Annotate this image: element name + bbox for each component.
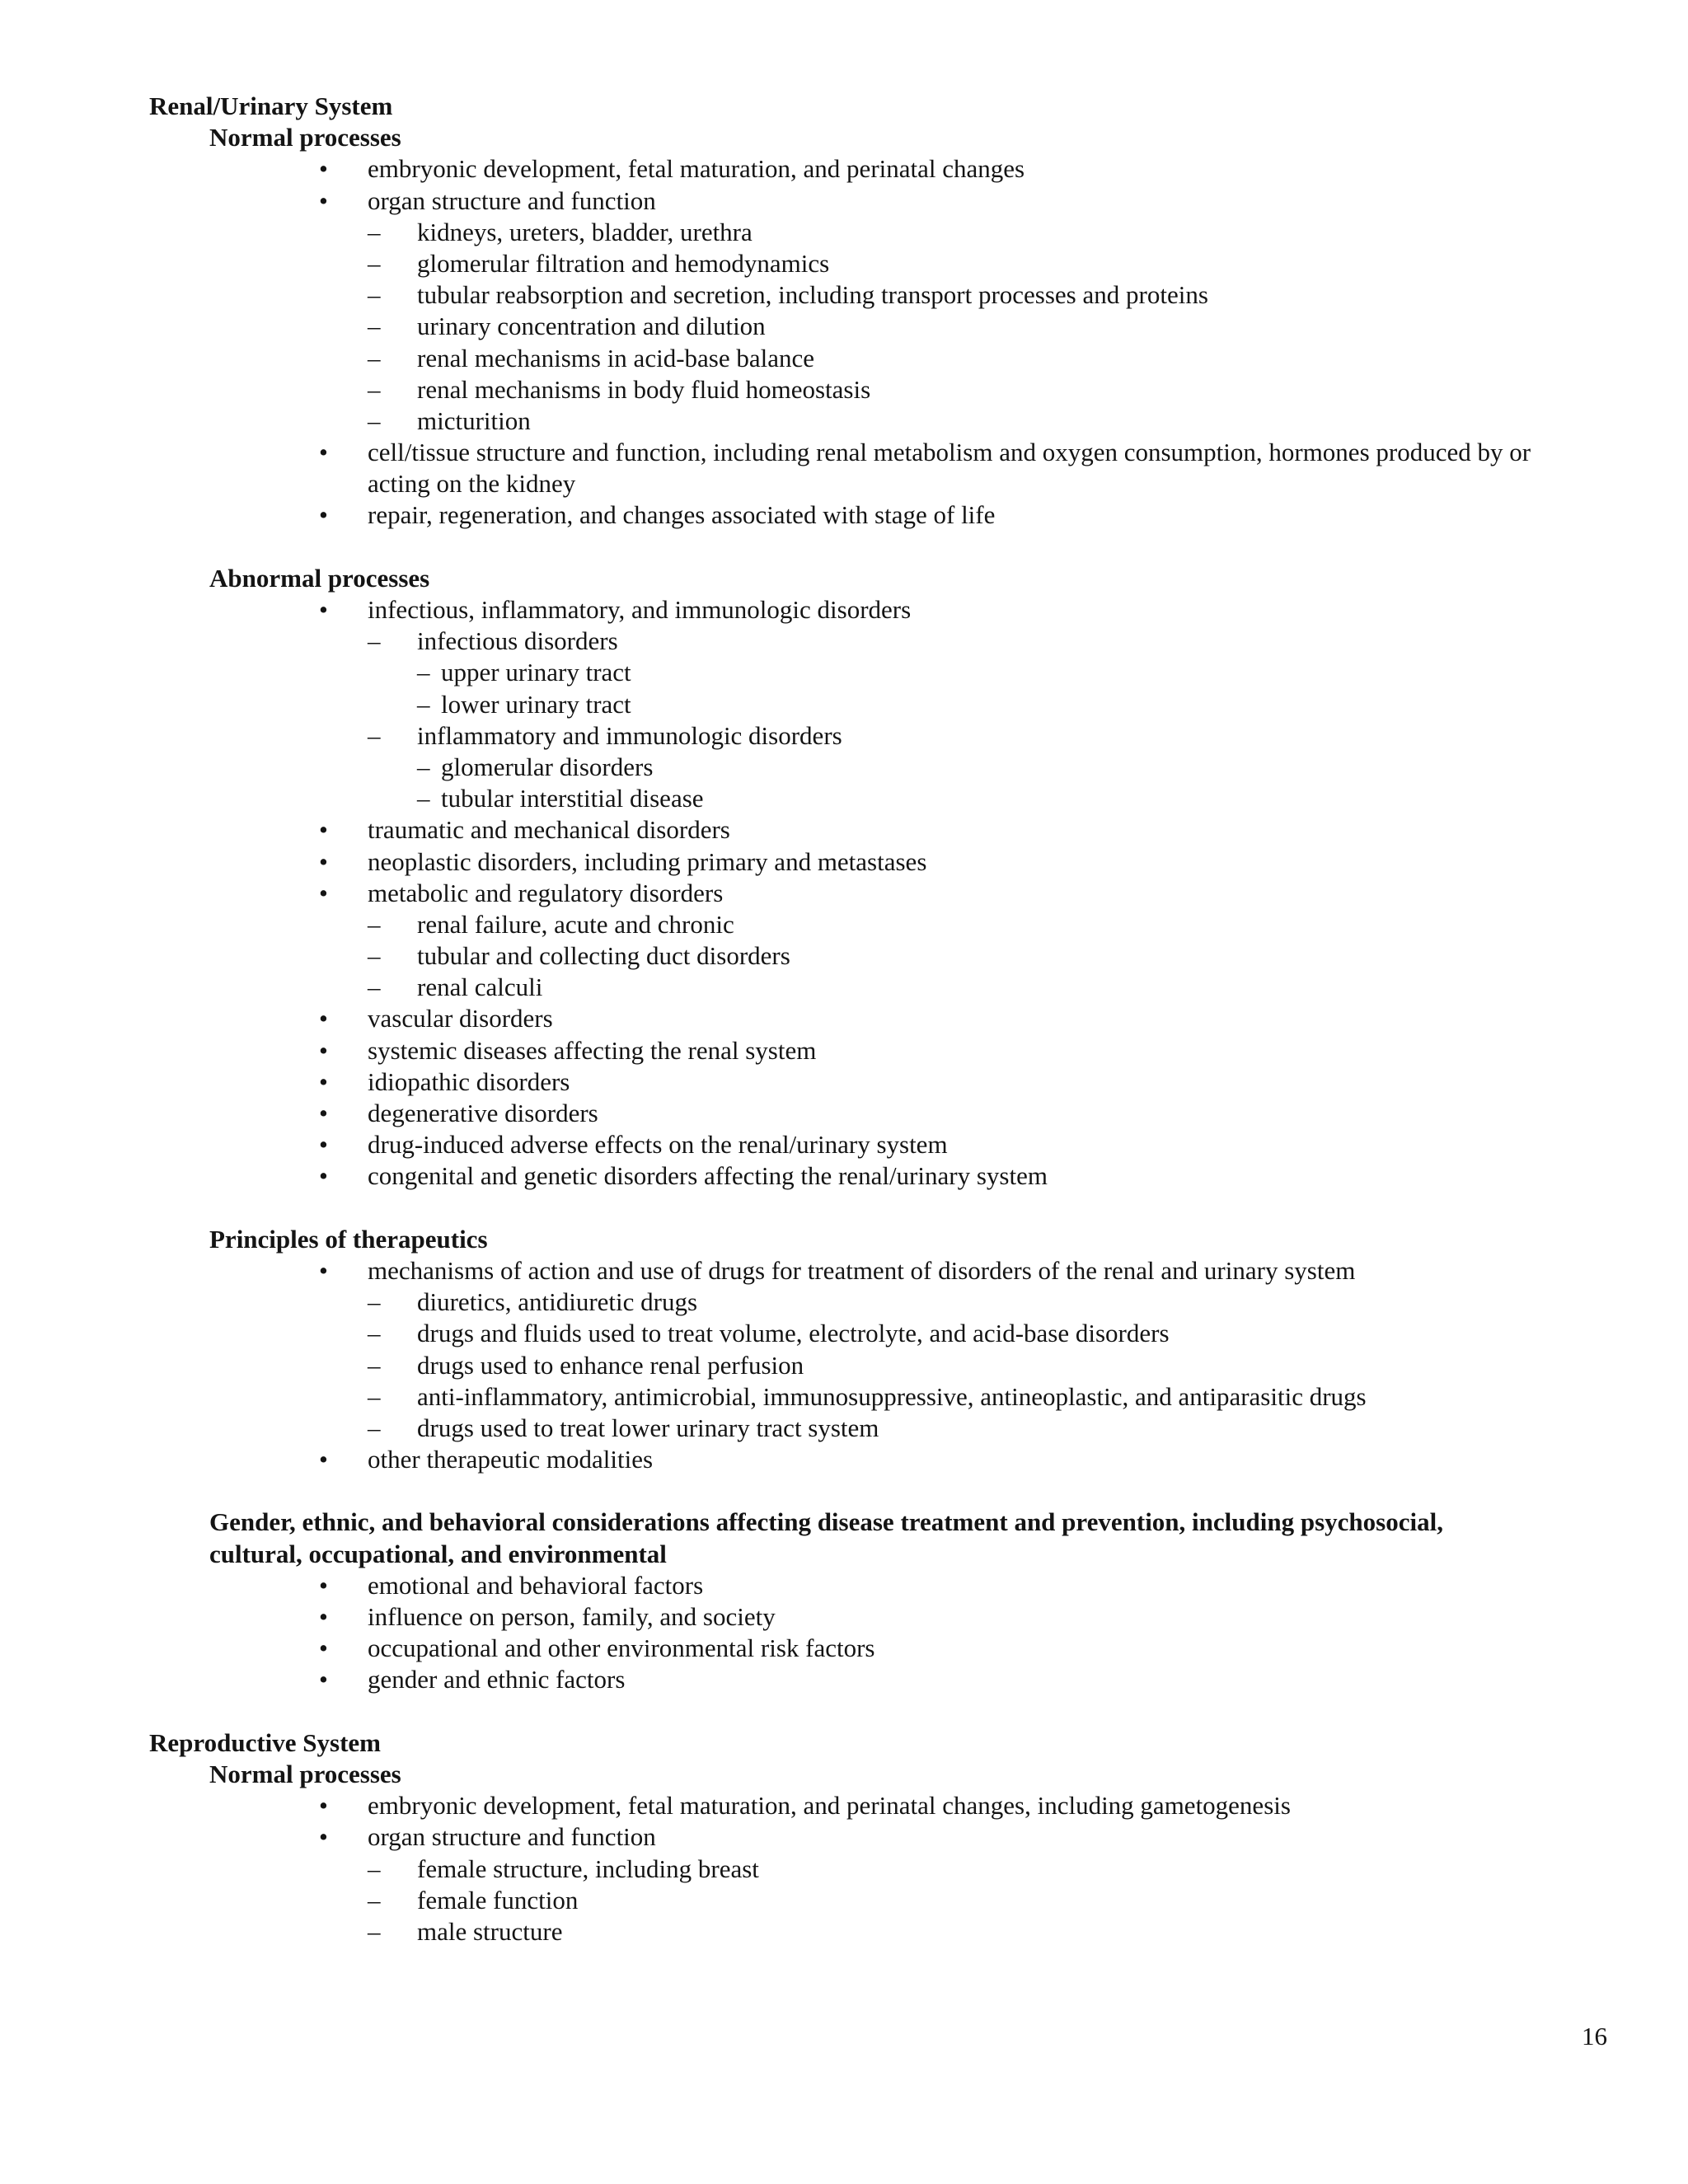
item-text: emotional and behavioral factors <box>368 1570 704 1600</box>
bullet-item <box>149 878 1567 909</box>
section-heading <box>149 1507 1567 1569</box>
dash-marker: – <box>368 1287 381 1317</box>
item-text: vascular disorders <box>368 1004 553 1033</box>
bullet-item <box>149 1664 1567 1695</box>
section-heading <box>149 1759 1567 1790</box>
bullet-marker: • <box>319 1822 328 1852</box>
bullet-item <box>149 846 1567 878</box>
dash-marker: – <box>368 941 381 971</box>
bullet-marker: • <box>319 500 328 530</box>
dash-marker: – <box>368 374 381 404</box>
bullet-item <box>149 499 1567 531</box>
item-text: tubular interstitial disease <box>441 784 704 813</box>
item-text: drugs and fluids used to treat volume, electrolyte, and acid-base disorders <box>417 1319 1170 1348</box>
item-text: cell/tissue structure and function, including renal metabolism and oxygen consumption, hormones produced by or acting on the kidney <box>368 438 1531 499</box>
bullet-marker: • <box>319 1665 328 1694</box>
bullet-marker: • <box>319 1791 328 1821</box>
bullet-marker: • <box>319 595 328 625</box>
item-text: Gender, ethnic, and behavioral considerations affecting disease treatment and prevention, including psychosocial, cultural, occupational, and environmental <box>209 1507 1443 1568</box>
item-text: female function <box>417 1885 579 1915</box>
sub-item <box>149 1381 1567 1413</box>
item-text: renal failure, acute and chronic <box>417 909 734 939</box>
item-text: gender and ethnic factors <box>368 1665 626 1694</box>
sub-item <box>149 720 1567 752</box>
bullet-marker: • <box>319 185 328 215</box>
item-text: Normal processes <box>209 1760 401 1788</box>
bullet-item <box>149 814 1567 846</box>
item-text: organ structure and function <box>368 1822 656 1852</box>
sub-item <box>149 343 1567 374</box>
bullet-marker: • <box>319 1035 328 1065</box>
bullet-item <box>149 153 1567 185</box>
sub-item <box>149 279 1567 311</box>
sub-item <box>149 626 1567 657</box>
sub-item <box>149 1350 1567 1381</box>
item-text: lower urinary tract <box>441 689 631 719</box>
item-text: traumatic and mechanical disorders <box>368 815 730 845</box>
bullet-item <box>149 1633 1567 1664</box>
bullet-marker: • <box>319 438 328 467</box>
item-text: kidneys, ureters, bladder, urethra <box>417 217 753 246</box>
item-text: mechanisms of action and use of drugs for treatment of disorders of the renal and urinary system <box>368 1255 1356 1285</box>
dash-marker: – <box>368 720 381 750</box>
bullet-marker: • <box>319 1255 328 1285</box>
sub-item <box>149 1916 1567 1947</box>
spacer <box>149 1696 1567 1727</box>
sub-item <box>149 1885 1567 1916</box>
item-text: micturition <box>417 405 531 435</box>
bullet-item <box>149 1160 1567 1192</box>
item-text: Renal/Urinary System <box>149 91 393 120</box>
item-text: upper urinary tract <box>441 658 631 687</box>
item-text: drugs used to enhance renal perfusion <box>417 1350 804 1380</box>
bullet-item <box>149 1255 1567 1286</box>
bullet-item <box>149 1129 1567 1160</box>
item-text: female structure, including breast <box>417 1854 759 1883</box>
item-text: urinary concentration and dilution <box>417 312 766 341</box>
sub-item <box>149 1854 1567 1885</box>
dash-marker: – <box>368 312 381 341</box>
bullet-item <box>149 1601 1567 1633</box>
item-text: metabolic and regulatory disorders <box>368 878 724 907</box>
sub-item <box>149 405 1567 437</box>
bullet-marker: • <box>319 878 328 907</box>
bullet-marker: • <box>319 815 328 845</box>
sub-item <box>149 909 1567 940</box>
item-text: tubular and collecting duct disorders <box>417 941 790 971</box>
bullet-marker: • <box>319 1445 328 1474</box>
dash-marker: – <box>368 343 381 373</box>
sub-sub-item <box>149 689 1567 720</box>
bullet-item <box>149 185 1567 217</box>
item-text: occupational and other environmental risk factors <box>368 1633 875 1663</box>
item-text: systemic diseases affecting the renal system <box>368 1035 817 1065</box>
item-text: embryonic development, fetal maturation, and perinatal changes <box>368 154 1025 184</box>
sub-item <box>149 1318 1567 1349</box>
bullet-item <box>149 1035 1567 1066</box>
item-text: infectious disorders <box>417 626 618 656</box>
spacer <box>149 532 1567 563</box>
item-text: degenerative disorders <box>368 1099 598 1128</box>
item-text: male structure <box>417 1916 563 1946</box>
sub-sub-item <box>149 752 1567 783</box>
dash-marker: – <box>368 626 381 656</box>
sub-item <box>149 374 1567 405</box>
dash-marker: – <box>368 909 381 939</box>
item-text: glomerular disorders <box>441 752 654 781</box>
item-text: other therapeutic modalities <box>368 1445 654 1474</box>
bullet-item <box>149 1444 1567 1475</box>
item-text: idiopathic disorders <box>368 1066 570 1096</box>
dash-marker: – <box>417 658 430 687</box>
item-text: Reproductive System <box>149 1727 381 1757</box>
dash-marker: – <box>368 1381 381 1411</box>
bullet-item <box>149 1066 1567 1098</box>
item-text: Principles of therapeutics <box>209 1224 488 1254</box>
item-text: drugs used to treat lower urinary tract system <box>417 1413 879 1442</box>
item-text: organ structure and function <box>368 185 656 215</box>
sub-item <box>149 248 1567 279</box>
dash-marker: – <box>368 972 381 1002</box>
sub-item <box>149 311 1567 342</box>
bullet-item <box>149 1003 1567 1034</box>
bullet-marker: • <box>319 1004 328 1033</box>
section-heading <box>149 1224 1567 1255</box>
item-text: repair, regeneration, and changes associated with stage of life <box>368 500 996 530</box>
system-heading <box>149 91 1567 122</box>
item-text: influence on person, family, and society <box>368 1602 776 1632</box>
bullet-marker: • <box>319 1099 328 1128</box>
dash-marker: – <box>368 280 381 310</box>
item-text: anti-inflammatory, antimicrobial, immunosuppressive, antineoplastic, and antiparasitic drugs <box>417 1381 1367 1411</box>
sub-sub-item <box>149 783 1567 814</box>
dash-marker: – <box>368 217 381 246</box>
sub-item <box>149 217 1567 248</box>
sub-item <box>149 940 1567 972</box>
system-heading <box>149 1727 1567 1759</box>
item-text: Normal processes <box>209 123 401 152</box>
sub-item <box>149 972 1567 1003</box>
item-text: diuretics, antidiuretic drugs <box>417 1287 698 1317</box>
dash-marker: – <box>417 784 430 813</box>
dash-marker: – <box>368 405 381 435</box>
section-heading <box>149 122 1567 153</box>
bullet-marker: • <box>319 154 328 184</box>
dash-marker: – <box>368 1854 381 1883</box>
bullet-marker: • <box>319 1161 328 1191</box>
item-text: glomerular filtration and hemodynamics <box>417 248 830 278</box>
bullet-marker: • <box>319 1602 328 1632</box>
item-text: inflammatory and immunologic disorders <box>417 720 842 750</box>
bullet-item <box>149 437 1567 499</box>
sub-item <box>149 1413 1567 1444</box>
bullet-item <box>149 1790 1567 1821</box>
spacer <box>149 1193 1567 1224</box>
section-heading <box>149 563 1567 594</box>
spacer <box>149 1475 1567 1507</box>
item-text: renal mechanisms in acid-base balance <box>417 343 814 373</box>
item-text: congenital and genetic disorders affecting the renal/urinary system <box>368 1161 1048 1191</box>
dash-marker: – <box>368 1885 381 1915</box>
dash-marker: – <box>417 689 430 719</box>
item-text: neoplastic disorders, including primary and metastases <box>368 846 927 876</box>
sub-item <box>149 1286 1567 1318</box>
bullet-marker: • <box>319 1066 328 1096</box>
dash-marker: – <box>368 248 381 278</box>
item-text: drug-induced adverse effects on the renal/urinary system <box>368 1130 948 1160</box>
bullet-item <box>149 1821 1567 1853</box>
item-text: Abnormal processes <box>209 563 430 593</box>
bullet-marker: • <box>319 846 328 876</box>
dash-marker: – <box>368 1350 381 1380</box>
bullet-marker: • <box>319 1130 328 1160</box>
content-outline <box>149 91 1567 1947</box>
page-number: 16 <box>1582 2022 1607 2050</box>
item-text: tubular reabsorption and secretion, including transport processes and proteins <box>417 280 1208 310</box>
bullet-item <box>149 1098 1567 1129</box>
sub-sub-item <box>149 657 1567 688</box>
bullet-marker: • <box>319 1633 328 1663</box>
bullet-marker: • <box>319 1570 328 1600</box>
item-text: renal calculi <box>417 972 543 1002</box>
item-text: renal mechanisms in body fluid homeostasis <box>417 374 871 404</box>
item-text: infectious, inflammatory, and immunologic disorders <box>368 595 912 625</box>
dash-marker: – <box>368 1413 381 1442</box>
bullet-item <box>149 594 1567 626</box>
dash-marker: – <box>417 752 430 781</box>
bullet-item <box>149 1570 1567 1601</box>
dash-marker: – <box>368 1916 381 1946</box>
dash-marker: – <box>368 1319 381 1348</box>
item-text: embryonic development, fetal maturation, and perinatal changes, including gametogenesis <box>368 1791 1291 1821</box>
